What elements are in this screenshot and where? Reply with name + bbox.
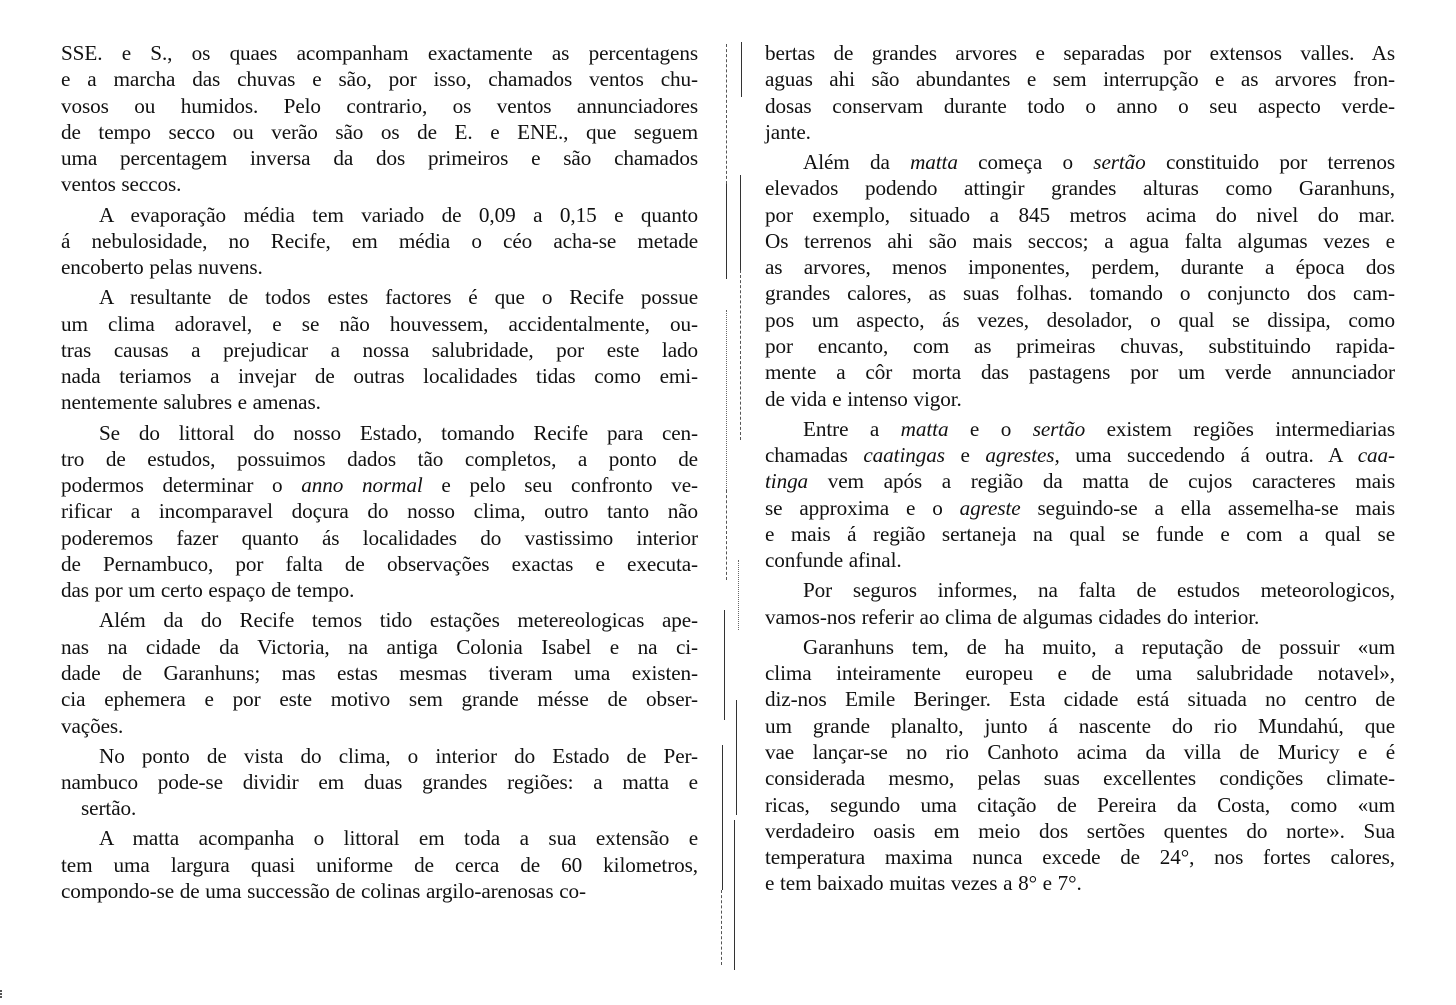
- text-line: tras causas a prejudicar a nossa salubridade, por este lado: [61, 337, 698, 362]
- paragraph: [61, 40, 698, 198]
- text-line: se approxima e o agreste seguindo-se a ella assemelha-se mais: [765, 495, 1395, 520]
- text-line: nentemente salubres e amenas.: [61, 390, 321, 415]
- text-line: um grande planalto, junto á nascente do rio Mundahú, que: [765, 713, 1395, 738]
- text-line: elevados podendo attingir grandes alturas como Garanhuns,: [765, 176, 1395, 201]
- text-line: Além da do Recife temos tido estações metereologicas ape-: [99, 608, 698, 633]
- text-line: á nebulosidade, no Recife, em média o céo acha-se metade: [61, 228, 698, 253]
- text-line: temperatura maxima nunca excede de 24°, nos fortes calores,: [765, 845, 1395, 870]
- gutter-line-left: [726, 184, 727, 279]
- paragraph: [61, 825, 698, 904]
- scan-artifact: [0, 990, 6, 998]
- text-line: Além da matta começa o sertão constituido por terrenos: [803, 149, 1395, 174]
- gutter-line-left: [726, 44, 727, 184]
- text-line: sertão.: [81, 796, 137, 821]
- italic-term: caa-: [1357, 443, 1395, 468]
- text-line: cia ephemera e por este motivo sem grande mésse de obser-: [61, 687, 698, 712]
- gutter-line-right: [736, 700, 737, 815]
- text-line: mente a côr morta das pastagens por um verde annunciador: [765, 360, 1395, 385]
- text-line: encoberto pelas nuvens.: [61, 255, 263, 280]
- text-line: SSE. e S., os quaes acompanham exactamente as percentagens: [61, 41, 698, 65]
- text-line: dade de Garanhuns; mas estas mesmas tiveram uma existen-: [61, 661, 698, 686]
- text-line: considerada mesmo, pelas suas excellentes condições climate-: [765, 766, 1395, 791]
- paragraph: [61, 284, 698, 415]
- italic-term: sertão: [1032, 416, 1086, 441]
- gutter-line-right: [740, 270, 741, 440]
- text-line: chamadas caatingas e agrestes, uma succedendo á outra. A caa-: [765, 443, 1395, 468]
- text-line: Se do littoral do nosso Estado, tomando Recife para cen-: [99, 420, 698, 445]
- paragraph: [765, 149, 1395, 412]
- paragraph: [765, 634, 1395, 897]
- text-line: nambuco pode-se dividir em duas grandes regiões: a matta e: [61, 770, 698, 794]
- paragraph: [61, 607, 698, 738]
- text-line: ventos seccos.: [61, 172, 182, 197]
- text-line: tem uma largura quasi uniforme de cerca de 60 kilometros,: [61, 852, 698, 877]
- text-line: No ponto de vista do clima, o interior do Estado de Per-: [99, 743, 698, 768]
- text-line: rificar a incomparavel doçura do nosso clima, outro tanto não: [61, 499, 698, 524]
- text-line: as arvores, menos imponentes, perdem, durante a época dos: [765, 255, 1395, 280]
- gutter-line-right: [738, 560, 739, 630]
- text-line: nada teriamos a invejar de outras localidades tidas como emi-: [61, 364, 698, 389]
- text-line: vosos ou humidos. Pelo contrario, os ventos annunciadores: [61, 93, 698, 118]
- text-line: e mais á região sertaneja na qual se funde e com a qual se: [765, 521, 1395, 546]
- gutter-line-left: [721, 890, 722, 965]
- text-line: poderemos fazer quanto ás localidades do vastissimo interior: [61, 525, 698, 550]
- text-line: compondo-se de uma successão de colinas argilo-arenosas co-: [61, 878, 586, 903]
- paragraph: [61, 420, 698, 604]
- text-line: grandes calores, as suas folhas. tomando o conjuncto dos cam-: [765, 281, 1395, 306]
- text-line: Entre a matta e o sertão existem regiões intermediarias: [803, 416, 1396, 441]
- text-line: de vida e intenso vigor.: [765, 386, 962, 411]
- text-line: por exemplo, situado a 845 metros acima do nivel do mar.: [765, 202, 1395, 227]
- text-line: confunde afinal.: [765, 548, 902, 573]
- gutter-line-left: [726, 490, 727, 580]
- text-line: uma percentagem inversa da dos primeiros e são chamados: [61, 146, 698, 171]
- text-line: tinga vem após a região da matta de cujos caracteres mais: [765, 469, 1395, 494]
- text-line: por encanto, com as primeiras chuvas, substituindo rapida-: [765, 334, 1395, 359]
- text-line: Os terrenos ahi são mais seccos; a agua falta algumas vezes e: [765, 228, 1395, 253]
- paragraph: [61, 202, 698, 281]
- text-line: de Pernambuco, por falta de observações exactas e executa-: [61, 552, 698, 577]
- gutter-line-left: [724, 610, 725, 720]
- text-line: e tem baixado muitas vezes a 8° e 7°.: [765, 871, 1082, 896]
- italic-term: matta: [910, 149, 958, 174]
- gutter-line-left: [726, 310, 727, 490]
- italic-term: anno normal: [301, 473, 423, 498]
- paragraph: [765, 416, 1395, 574]
- text-line: de tempo secco ou verão são os de E. e ENE., que seguem: [61, 119, 698, 144]
- italic-term: agrestes,: [985, 443, 1060, 468]
- text-line: podermos determinar o anno normal e pelo seu confronto ve-: [61, 473, 698, 498]
- text-line: tro de estudos, possuimos dados tão completos, a ponto de: [61, 446, 698, 471]
- italic-term: matta: [900, 416, 949, 441]
- text-line: Garanhuns tem, de ha muito, a reputação de possuir «um: [803, 634, 1395, 659]
- text-line: jante.: [765, 119, 811, 144]
- text-line: clima inteiramente europeu e de uma salubridade notavel»,: [765, 661, 1395, 686]
- gutter-line-right: [734, 820, 735, 970]
- text-line: e a marcha das chuvas e são, por isso, chamados ventos chu-: [61, 67, 698, 92]
- text-line: bertas de grandes arvores e separadas por extensos valles. As: [765, 41, 1395, 65]
- italic-term: sertão: [1093, 149, 1146, 174]
- text-line: A evaporação média tem variado de 0,09 a 0,15 e quanto: [99, 202, 698, 227]
- text-line: um clima adoravel, e se não houvessem, accidentalmente, ou-: [61, 311, 698, 336]
- text-line: A matta acompanha o littoral em toda a sua extensão e: [99, 826, 698, 851]
- text-line: aguas ahi são abundantes e sem interrupção e as arvores fron-: [765, 67, 1395, 92]
- left-text-column: [61, 40, 698, 908]
- paragraph: [61, 743, 698, 822]
- text-line: pos um aspecto, ás vezes, desolador, o qual se dissipa, como: [765, 307, 1395, 332]
- text-line: vae lançar-se no rio Canhoto acima da villa de Muricy e é: [765, 739, 1395, 764]
- text-line: nas na cidade da Victoria, na antiga Colonia Isabel e na ci-: [61, 634, 698, 659]
- text-line: vações.: [61, 713, 124, 738]
- italic-term: caatingas: [863, 443, 945, 468]
- right-text-column: [765, 40, 1395, 900]
- gutter-line-right: [741, 42, 742, 97]
- paragraph: [765, 577, 1395, 630]
- text-line: dosas conservam durante todo o anno o seu aspecto verde-: [765, 93, 1395, 118]
- gutter-line-left: [722, 745, 723, 890]
- text-line: vamos-nos referir ao clima de algumas cidades do interior.: [765, 604, 1260, 629]
- text-line: das por um certo espaço de tempo.: [61, 578, 355, 603]
- text-line: verdadeiro oasis em meio dos sertões quentes do norte». Sua: [765, 818, 1395, 843]
- gutter-line-right: [740, 175, 741, 270]
- italic-term: tinga: [765, 469, 809, 494]
- text-line: diz-nos Emile Beringer. Esta cidade está situada no centro de: [765, 687, 1395, 712]
- text-line: Por seguros informes, na falta de estudos meteorologicos,: [803, 578, 1395, 603]
- text-line: ricas, segundo uma citação de Pereira da Costa, como «um: [765, 792, 1395, 817]
- text-line: A resultante de todos estes factores é que o Recife possue: [99, 285, 698, 310]
- italic-term: agreste: [959, 495, 1021, 520]
- paragraph: [765, 40, 1395, 145]
